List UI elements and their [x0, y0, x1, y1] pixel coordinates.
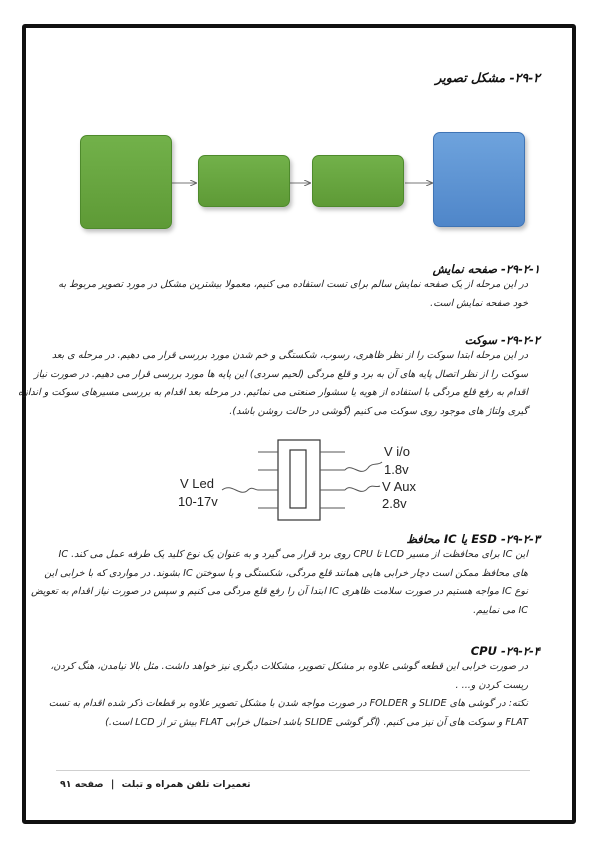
label-v-io-value: 1.8v — [384, 462, 409, 477]
text-line: IC می نماییم. — [473, 604, 528, 616]
text-line: ریست کردن و... . — [455, 679, 528, 691]
text-line: های محافظ ممکن است دچار خرابی هایی همانند قلع مردگی، شکستگی و یا سوختن IC بشوند. در مواردی که با خرابی این — [44, 567, 528, 579]
footer-divider — [56, 770, 530, 771]
footer-book-title: تعمیرات تلفن همراه و تبلت — [121, 779, 251, 790]
section-heading-main: ۲۹-۲- مشکل تصویر — [435, 70, 540, 85]
section-heading-esd: ۲۹-۲-۳- ESD یا IC محافظ — [406, 532, 540, 546]
text-line: خود صفحه نمایش است. — [430, 297, 528, 309]
text-line: نکته: در گوشی های SLIDE و FOLDER در صورت مواجه شدن با مشکل تصویر علاوه بر قطعات ذکر شده اقدام به تست — [48, 698, 528, 709]
label-v-aux-value: 2.8v — [382, 496, 407, 511]
green-block-2 — [198, 155, 290, 207]
section-heading-cpu: ۲۹-۲-۴- CPU — [470, 644, 540, 658]
paragraph-cpu — [48, 658, 528, 732]
green-block-1 — [80, 135, 172, 229]
label-v-io: V i/o — [384, 444, 411, 459]
paragraph-display — [58, 276, 528, 313]
paragraph-socket — [18, 347, 528, 421]
footer-separator: | — [110, 779, 115, 790]
text-line: در این مرحله ابتدا سوکت را از نظر ظاهری، رسوب، شکستگی و خم شدن مورد بررسی قرار می دهیم. در مرحله ی بعد — [51, 350, 528, 361]
section-heading-display: ۲۹-۲-۱- صفحه نمایش — [432, 262, 540, 276]
footer — [60, 779, 251, 790]
text-line: اقدام به رفع قلع مردگی با استفاده از هویه یا سشوار صنعتی می نمائیم. در مرحله بعد اقدام به بررسی مسیرهای سوکت و اندازه — [18, 387, 528, 398]
label-v-led: V Led — [180, 476, 214, 491]
green-block-3 — [312, 155, 404, 207]
footer-page-number: صفحه ۹۱ — [60, 779, 104, 790]
paragraph-esd — [31, 546, 528, 620]
text-line: این IC برای محافظت از مسیر LCD تا CPU روی برد قرار می گیرد و به عنوان یک نوع کلید یک طرفه عمل می کند. IC — [58, 549, 528, 560]
section-heading-socket: ۲۹-۲-۲- سوکت — [464, 333, 540, 347]
label-v-aux: V Aux — [382, 479, 416, 494]
text-line: سوکت را از نظر اتصال پایه های آن به برد و قلع مردگی (لحیم سردی) این پایه ها مورد بررسی قرار می دهیم. در صورت نیاز — [33, 368, 528, 380]
text-line: FLAT و سوکت های آن نیز می کنیم. (اگر گوشی SLIDE باشد احتمال خرابی FLAT بیش تر از LCD است.) — [105, 716, 528, 728]
text-line: نوع IC مواجه هستیم در صورت سلامت ظاهری IC ابتدا آن را رفع قلع مردگی می کنیم و سپس در صورت نیاز اقدام به تعویض — [31, 586, 528, 597]
blue-block — [433, 132, 525, 227]
text-line: گیری ولتاژ های موجود روی سوکت می کنیم (گوشی در حالت روشن باشد). — [229, 405, 528, 417]
text-line: در صورت خرابی این قطعه گوشی علاوه بر مشکل تصویر، مشکلات دیگری نیز خواهد داشت. مثل بالا نیامدن، هنگ کردن، — [50, 661, 528, 672]
text-line: در این مرحله از یک صفحه نمایش سالم برای تست استفاده می کنیم، معمولا بیشترین مشکل در مورد تصویر مربوط به — [58, 279, 528, 290]
label-v-led-value: 10-17v — [178, 494, 218, 509]
